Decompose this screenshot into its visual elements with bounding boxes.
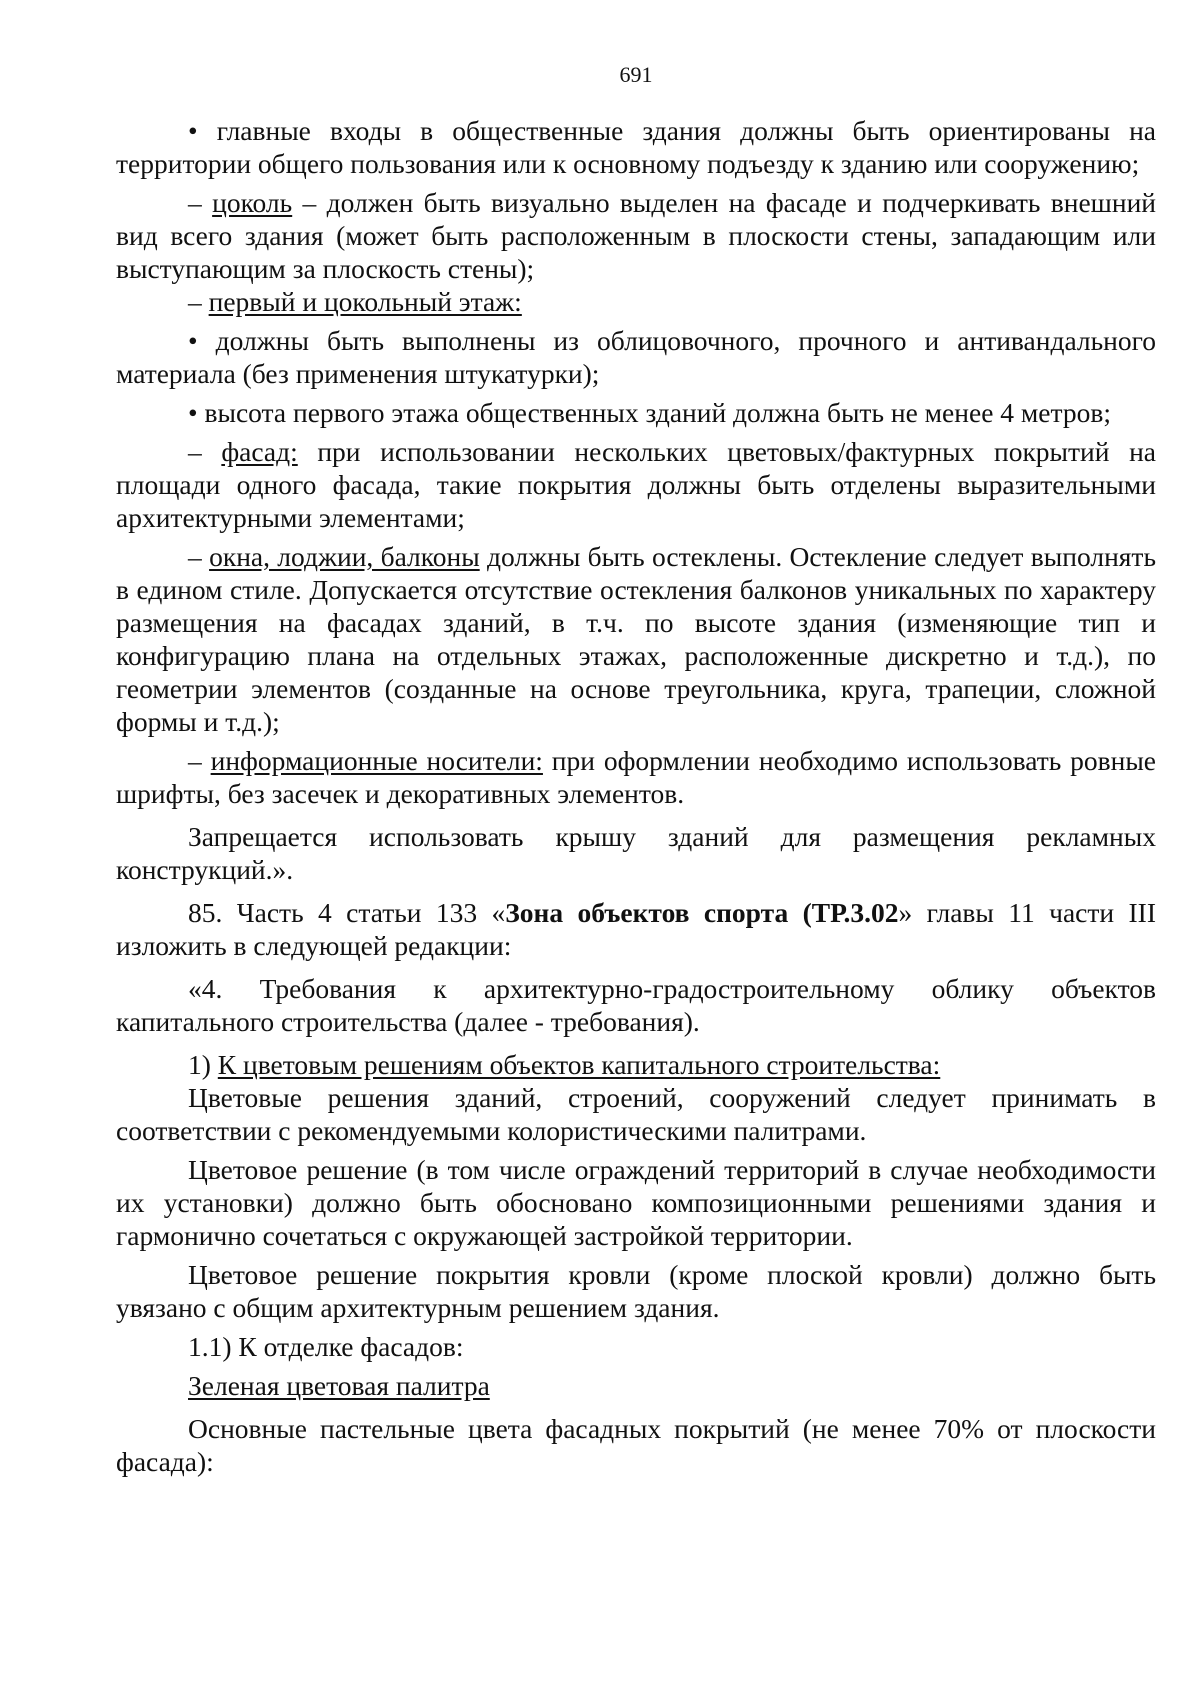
paragraph-plinth: – цоколь – должен быть визуально выделен на фасаде и подчеркивать внешний вид всего здания (может быть расположенным в плоскости стены, западающим или выступающим за плоскость стены); bbox=[116, 187, 1157, 284]
paragraph-roof-advertising: Запрещается использовать крышу зданий для размещения рекламных конструкций.». bbox=[116, 821, 1156, 885]
page-number: 691 bbox=[619, 62, 653, 87]
underlined-term: первый и цокольный этаж: bbox=[208, 286, 522, 317]
underlined-term: Зеленая цветовая палитра bbox=[188, 1370, 490, 1401]
paragraph-windows: – окна, лоджии, балконы должны быть остеклены. Остекление следует выполнять в едином стиле. Допускается отсутствие остекления балконов уникальных по характеру размещения на фасадах зданий, в т.ч. по высоте здания (изменяющие тип и конфигурацию плана на отдельных этажах, расположенные дискретно и т.д.), по геометрии элементов (созданные на основе треугольника, круга, трапеции, сложной формы и т.д.); bbox=[116, 541, 1156, 737]
underlined-term: фасад: bbox=[221, 436, 298, 467]
paragraph-color-solutions-heading: 1) К цветовым решениям объектов капитального строительства: bbox=[188, 1049, 941, 1080]
document-page bbox=[116, 60, 1156, 1478]
paragraph-cladding: • должны быть выполнены из облицовочного, прочного и антивандального материала (без применения штукатурки); bbox=[116, 325, 1156, 389]
paragraph-information-media: – информационные носители: при оформлении необходимо использовать ровные шрифты, без засечек и декоративных элементов. bbox=[116, 745, 1157, 809]
paragraph-roof-color: Цветовое решение покрытия кровли (кроме плоской кровли) должно быть увязано с общим архитектурным решением здания. bbox=[116, 1259, 1156, 1323]
underlined-term: окна, лоджии, балконы bbox=[209, 541, 480, 572]
bold-zone-name: Зона объектов спорта (ТР.3.02 bbox=[505, 897, 899, 928]
underlined-term: К цветовым решениям объектов капитального строительства: bbox=[217, 1049, 941, 1080]
paragraph-requirements: «4. Требования к архитектурно-градостроительному облику объектов капитального строительства (далее - требования). bbox=[116, 973, 1156, 1037]
paragraph-main-entrances: • главные входы в общественные здания должны быть ориентированы на территории общего пользования или к основному подъезду к зданию или сооружению; bbox=[116, 115, 1156, 179]
paragraph-article-85: 85. Часть 4 статьи 133 «Зона объектов спорта (ТР.3.02» главы 11 части III изложить в следующей редакции: bbox=[116, 897, 1156, 961]
paragraph-pastel-colors: Основные пастельные цвета фасадных покрытий (не менее 70% от плоскости фасада): bbox=[116, 1413, 1156, 1477]
paragraph-facade: – фасад: при использовании нескольких цветовых/фактурных покрытий на площади одного фасада, такие покрытия должны быть отделены выразительными архитектурными элементами; bbox=[116, 436, 1156, 533]
underlined-term: информационные носители: bbox=[210, 745, 543, 776]
paragraph-green-palette bbox=[116, 1369, 1156, 1402]
underlined-term: цоколь bbox=[212, 187, 293, 218]
paragraph-first-floor-heading: – первый и цокольный этаж: bbox=[188, 286, 522, 317]
paragraph-color-palettes: Цветовые решения зданий, строений, сооружений следует принимать в соответствии с рекомендуемыми колористическими палитрами. bbox=[116, 1082, 1156, 1146]
paragraph-fencing-colors: Цветовое решение (в том числе ограждений территорий в случае необходимости их установки) должно быть обосновано композиционными решениями здания и гармонично сочетаться с окружающей застройкой территории. bbox=[116, 1154, 1156, 1251]
paragraph-facade-finishing: 1.1) К отделке фасадов: bbox=[188, 1331, 464, 1362]
paragraph-first-floor-height: • высота первого этажа общественных зданий должна быть не менее 4 метров; bbox=[188, 397, 1111, 428]
